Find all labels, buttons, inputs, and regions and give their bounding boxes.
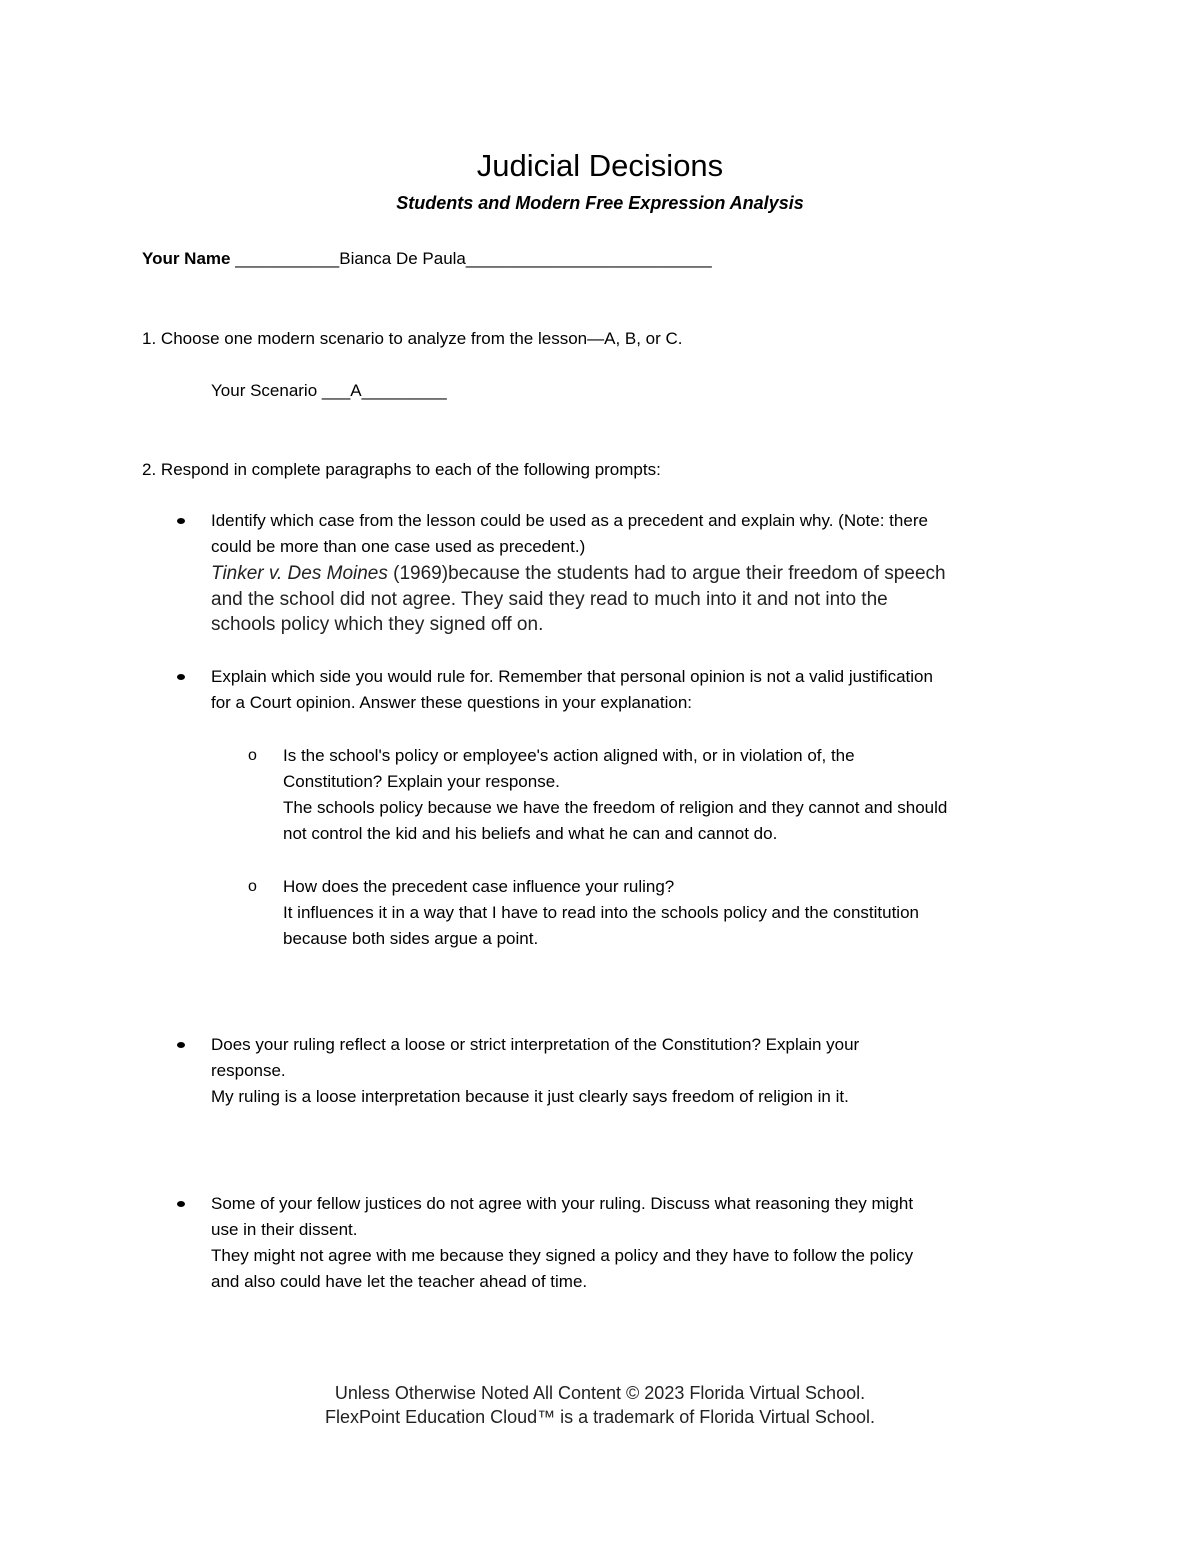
scenario-label: Your Scenario: [211, 381, 318, 400]
name-line: [142, 249, 712, 269]
prompt-4-answer-1: They might not agree with me because they signed a policy and they have to follow the policy: [211, 1246, 914, 1265]
sub-question-1-answer-1: The schools policy because we have the freedom of religion and they cannot and should: [283, 798, 948, 817]
bullet-icon: [177, 1042, 185, 1048]
prompt-4-line-1: Some of your fellow justices do not agree with your ruling. Discuss what reasoning they might: [211, 1194, 914, 1213]
sub-question-2-line-1: How does the precedent case influence your ruling?: [283, 877, 675, 896]
question-1-prompt: Choose one modern scenario to analyze from the lesson—A, B, or C.: [160, 329, 683, 348]
bullet-icon: [177, 1201, 185, 1207]
sub-question-1-line-2: Constitution? Explain your response.: [283, 772, 560, 791]
bullet-icon: [177, 674, 185, 680]
answer-line-1-rest: (1969)because the students had to argue their freedom of speech: [387, 563, 946, 584]
prompt-4-line-2: use in their dissent.: [211, 1220, 358, 1239]
sub-question-1-line-1: Is the school's policy or employee's action aligned with, or in violation of, the: [283, 746, 855, 765]
question-2-prompt: Respond in complete paragraphs to each of the following prompts:: [160, 460, 661, 479]
page-title: Judicial Decisions: [476, 148, 724, 183]
scenario-line: [211, 381, 447, 401]
question-2: [142, 460, 661, 480]
answer-case-name: Tinker v. Des Moines: [211, 563, 388, 584]
name-value: Bianca De Paula: [339, 249, 466, 268]
prompt-2-line-2: for a Court opinion. Answer these questions in your explanation:: [211, 693, 693, 712]
sub-question-1-answer-2: not control the kid and his beliefs and what he can and cannot do.: [283, 824, 778, 843]
prompt-1-answer-line-3: schools policy which they signed off on.: [211, 614, 544, 635]
prompt-1-answer-line-1: [211, 563, 946, 585]
footer-copyright: Unless Otherwise Noted All Content © 2023 Florida Virtual School.: [334, 1383, 866, 1403]
sub-bullet-icon: o: [248, 747, 257, 764]
name-underline-after: __________________________: [465, 249, 712, 268]
prompt-1-line-2: could be more than one case used as precedent.): [211, 537, 586, 556]
name-underline-before: ___________: [235, 249, 340, 268]
prompt-3-line-1: Does your ruling reflect a loose or strict interpretation of the Constitution? Explain your: [211, 1035, 860, 1054]
question-1-number: 1.: [142, 329, 157, 348]
footer-trademark: FlexPoint Education Cloud™ is a trademark of Florida Virtual School.: [325, 1407, 875, 1427]
bullet-icon: [177, 518, 185, 524]
prompt-3-line-2: response.: [211, 1061, 286, 1080]
scenario-value: A: [350, 381, 362, 400]
page-subtitle: Students and Modern Free Expression Analysis: [396, 193, 804, 213]
prompt-2-line-1: Explain which side you would rule for. Remember that personal opinion is not a valid justification: [211, 667, 933, 686]
prompt-1-line-1: Identify which case from the lesson could be used as a precedent and explain why. (Note: there: [211, 511, 928, 530]
prompt-1-answer-line-2: and the school did not agree. They said they read to much into it and not into the: [211, 589, 888, 610]
scenario-underline-before: ___: [321, 381, 351, 400]
sub-bullet-icon: o: [248, 878, 257, 895]
question-1: [142, 329, 683, 349]
question-2-number: 2.: [142, 460, 157, 479]
prompt-3-answer-1: My ruling is a loose interpretation because it just clearly says freedom of religion in it.: [211, 1087, 849, 1106]
sub-question-2-answer-1: It influences it in a way that I have to read into the schools policy and the constitution: [283, 903, 919, 922]
sub-question-2-answer-2: because both sides argue a point.: [283, 929, 539, 948]
prompt-4-answer-2: and also could have let the teacher ahead of time.: [211, 1272, 588, 1291]
name-label: Your Name: [142, 249, 231, 268]
scenario-underline-after: _________: [361, 381, 447, 400]
